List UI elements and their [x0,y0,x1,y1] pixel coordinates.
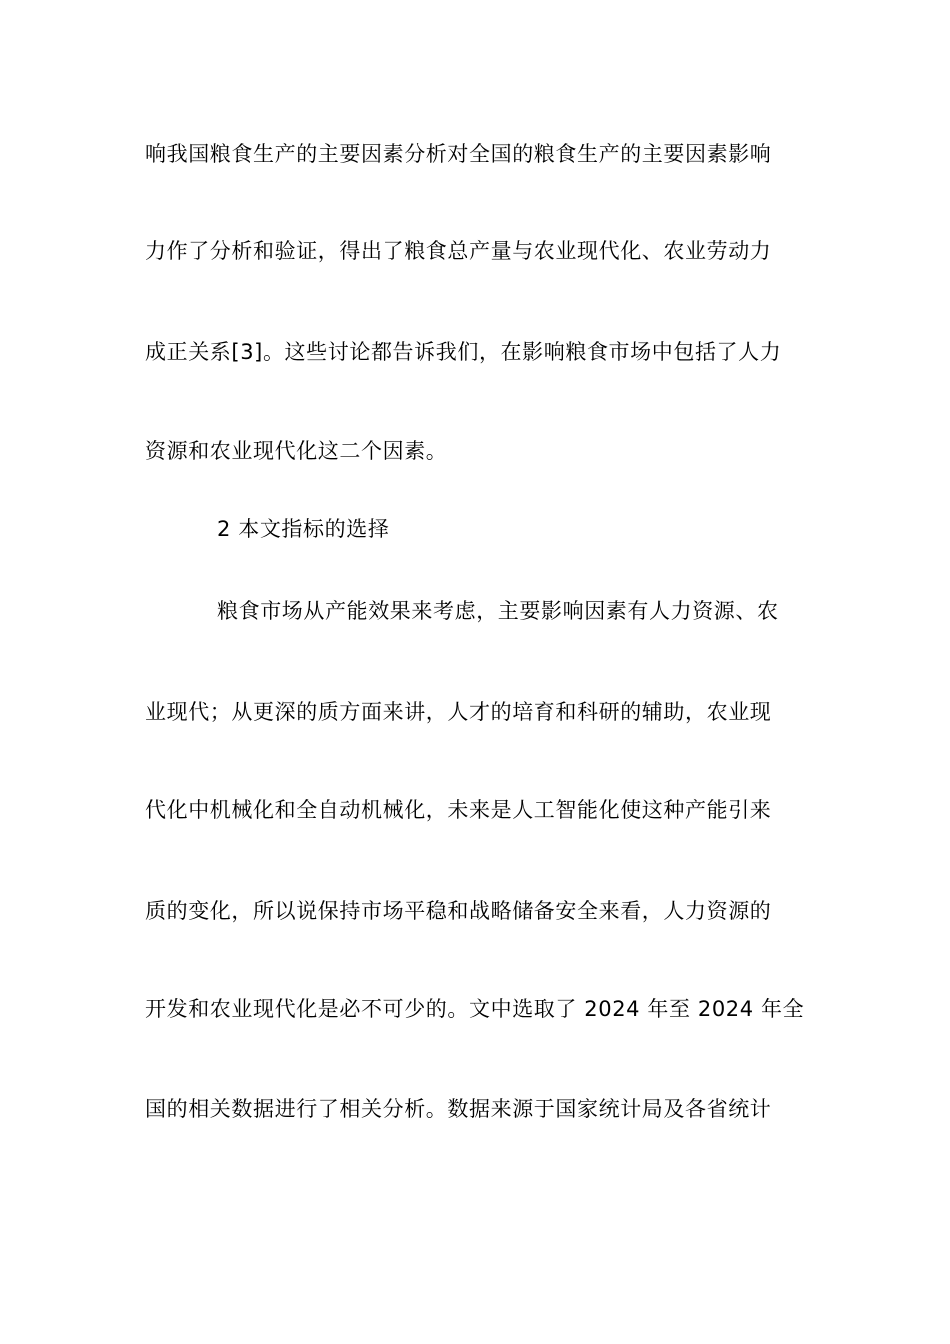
paragraph-2-line-3: 代化中机械化和全自动机械化，未来是人工智能化使这种产能引来 [145,798,772,822]
paragraph-1-line-2: 力作了分析和验证，得出了粮食总产量与农业现代化、农业劳动力 [145,239,772,263]
paragraph-1-line-3: 成正关系[3]。这些讨论都告诉我们，在影响粮食市场中包括了人力 [145,340,782,364]
paragraph-2-line-5: 开发和农业现代化是必不可少的。文中选取了 2024 年至 2024 年全 [145,997,805,1021]
paragraph-1-line-1: 响我国粮食生产的主要因素分析对全国的粮食生产的主要因素影响 [145,142,772,166]
paragraph-1-line-4: 资源和农业现代化这二个因素。 [145,439,448,463]
paragraph-2-line-1: 粮食市场从产能效果来考虑，主要影响因素有人力资源、农 [217,599,779,623]
paragraph-2-line-6: 国的相关数据进行了相关分析。数据来源于国家统计局及各省统计 [145,1097,772,1121]
paragraph-2-line-4: 质的变化，所以说保持市场平稳和战略储备安全来看，人力资源的 [145,899,772,923]
paragraph-2-line-2: 业现代；从更深的质方面来讲，人才的培育和科研的辅助，农业现 [145,700,772,724]
section-heading: 2 本文指标的选择 [217,517,390,541]
